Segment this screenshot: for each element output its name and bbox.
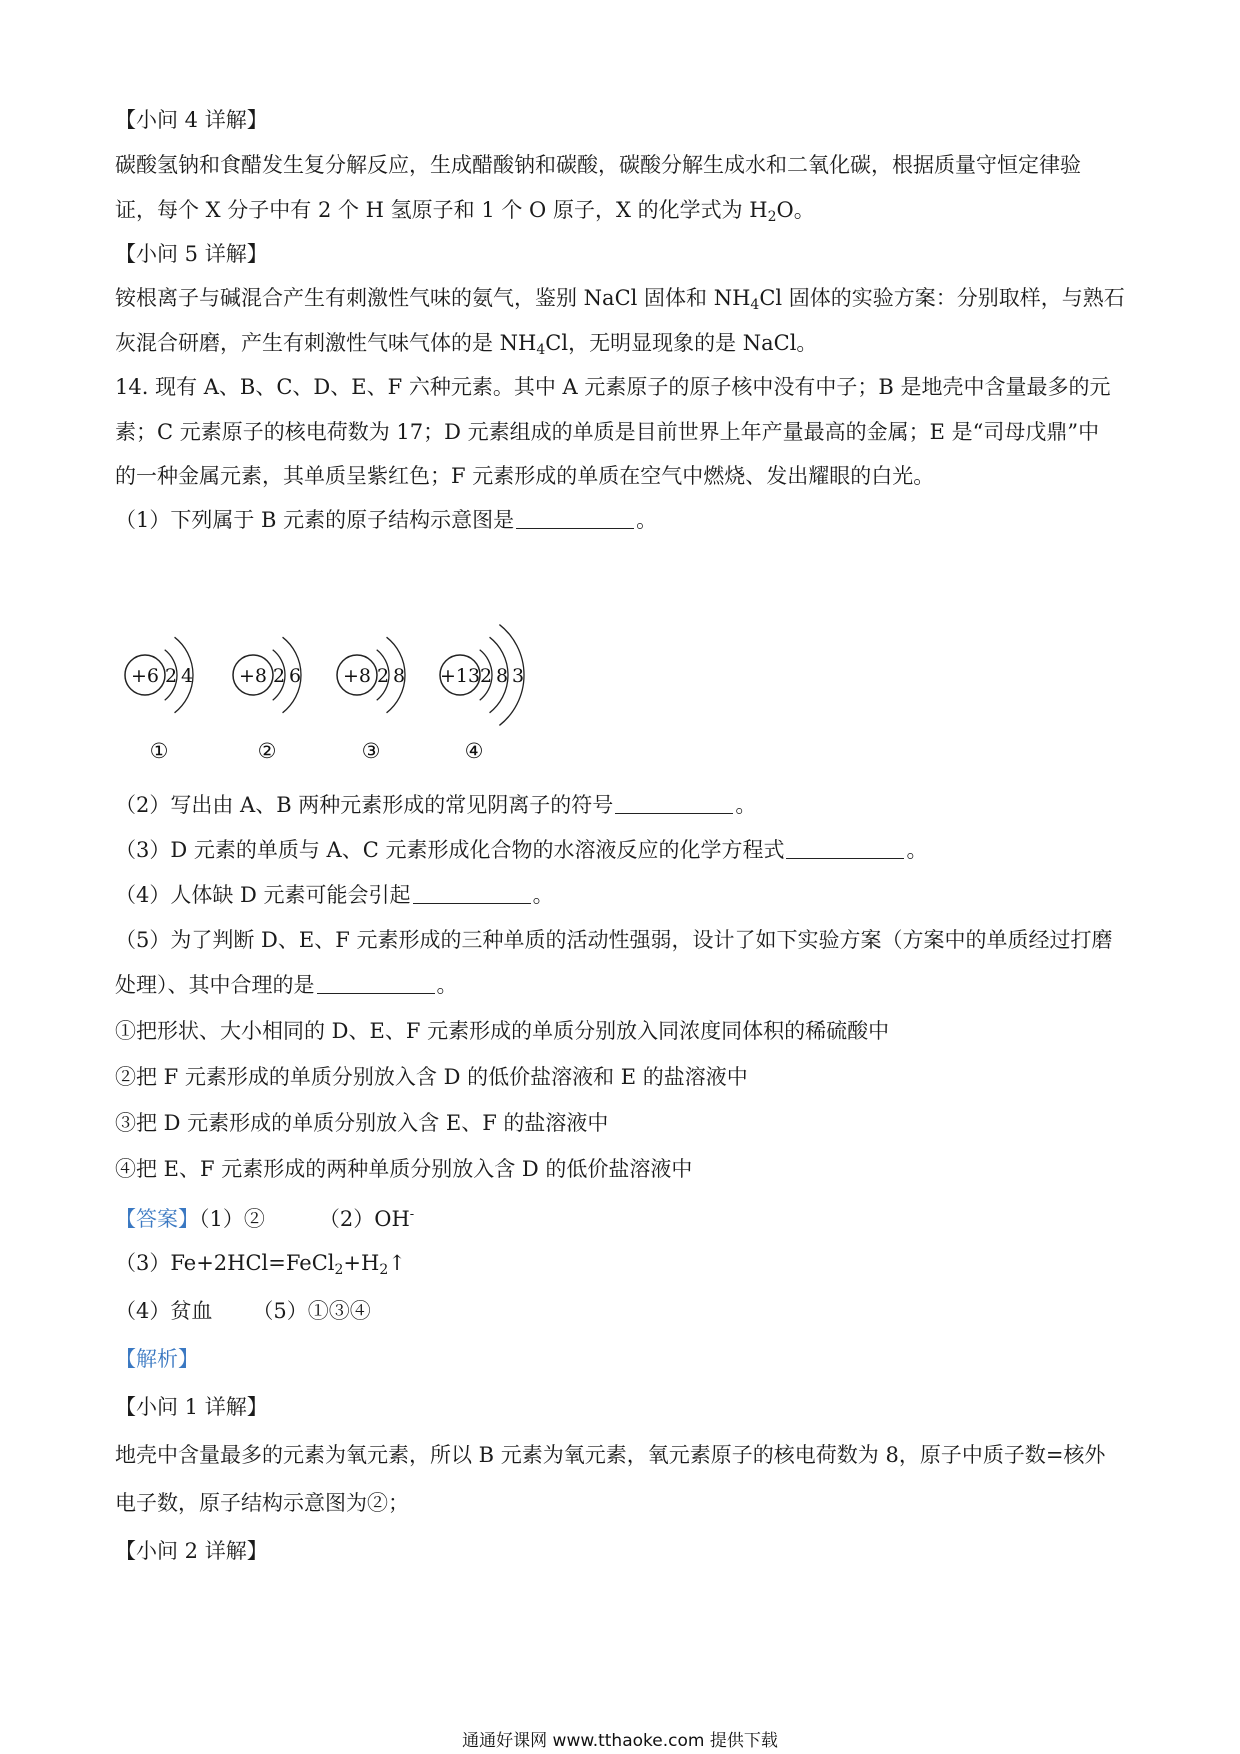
question-14-stem: 素；C 元素原子的核电荷数为 17；D 元素组成的单质是目前世界上年产量最高的金属；E 是“司母戊鼎”中 [115,420,1100,444]
paragraph-line: 碳酸氢钠和食醋发生复分解反应，生成醋酸钠和碳酸，碳酸分解生成水和二氧化碳，根据质量守恒定律验 [115,153,1081,177]
question-4: （4）人体缺 D 元素可能会引起 。 [115,883,554,907]
shell-electron-count: 2 [479,665,493,687]
paragraph-line: 地壳中含量最多的元素为氧元素，所以 B 元素为氧元素，氧元素原子的核电荷数为 8，原子中质子数=核外 [115,1443,1106,1467]
diagram-label: ② [257,739,277,763]
shell-electron-count: 2 [376,665,390,687]
analysis-label: 【解析】 [115,1347,199,1371]
atom-diagram [125,637,193,763]
answer-blank [413,883,531,904]
nucleus-charge: +6 [130,665,160,687]
atomic-structure-diagrams [115,590,635,765]
nucleus-charge: +13 [439,665,481,687]
option-4: ④把 E、F 元素形成的两种单质分别放入含 D 的低价盐溶液中 [115,1157,693,1181]
question-5: （5）为了判断 D、E、F 元素形成的三种单质的活动性强弱，设计了如下实验方案（方案中的单质经过打磨 [115,928,1113,952]
shell-electron-count: 2 [164,665,178,687]
shell-electron-count: 2 [272,665,286,687]
subquestion-4-heading: 【小问 4 详解】 [115,108,268,132]
question-5: 处理）、其中合理的是 。 [115,973,458,997]
answer-blank [615,793,733,814]
answer-line: 【答案】（1）② （2）OH- [115,1207,415,1231]
question-14-stem: 的一种金属元素，其单质呈紫红色；F 元素形成的单质在空气中燃烧、发出耀眼的白光。 [115,464,935,488]
diagram-label: ④ [464,739,484,763]
shell-electron-count: 4 [180,665,194,687]
paragraph-line: 证，每个 X 分子中有 2 个 H 氢原子和 1 个 O 原子，X 的化学式为 $H_2O$。 [115,198,815,225]
option-2: ②把 F 元素形成的单质分别放入含 D 的低价盐溶液和 E 的盐溶液中 [115,1065,748,1089]
nucleus-charge: +8 [342,665,372,687]
answer-line: （4）贫血 （5）①③④ [115,1299,371,1323]
atom-diagram [337,637,405,763]
answer-blank [317,973,435,994]
subquestion-1-heading: 【小问 1 详解】 [115,1395,268,1419]
atom-diagram [440,625,524,763]
nucleus-charge: +8 [238,665,268,687]
paragraph-line: 灰混合研磨，产生有刺激性气味气体的是 $NH_4Cl$，无明显现象的是 NaCl。 [115,331,818,358]
question-2: （2）写出由 A、B 两种元素形成的常见阴离子的符号 。 [115,793,757,817]
option-3: ③把 D 元素形成的单质分别放入含 E、F 的盐溶液中 [115,1111,609,1135]
subquestion-2-heading: 【小问 2 详解】 [115,1539,268,1563]
shell-electron-count: 3 [511,665,525,687]
shell-electron-count: 8 [495,665,509,687]
shell-electron-count: 8 [392,665,406,687]
paragraph-line: 电子数，原子结构示意图为②； [115,1491,409,1515]
answer-blank [786,838,904,859]
question-14-stem: 14. 现有 A、B、C、D、E、F 六种元素。其中 A 元素原子的原子核中没有中子；B 是地壳中含量最多的元 [115,375,1111,399]
question-3: （3）D 元素的单质与 A、C 元素形成化合物的水溶液反应的化学方程式 。 [115,838,928,862]
question-1: （1）下列属于 B 元素的原子结构示意图是 。 [115,508,658,532]
shell-electron-count: 6 [288,665,302,687]
diagram-label: ① [149,739,169,763]
atom-diagram [233,637,301,763]
answer-label: 【答案】 [115,1207,199,1231]
option-1: ①把形状、大小相同的 D、E、F 元素形成的单质分别放入同浓度同体积的稀硫酸中 [115,1019,890,1043]
paragraph-line: 铵根离子与碱混合产生有刺激性气味的氨气，鉴别 NaCl 固体和 $NH_4Cl$ 固体的实验方案：分别取样，与熟石 [115,286,1125,313]
diagram-label: ③ [361,739,381,763]
page-footer: 通通好课网 www.tthaoke.com 提供下载 [462,1731,778,1751]
subquestion-5-heading: 【小问 5 详解】 [115,242,268,266]
answer-line: $(3)Fe+2HCl=FeCl_2+H_2↑$ [115,1251,406,1278]
answer-blank [516,508,634,529]
